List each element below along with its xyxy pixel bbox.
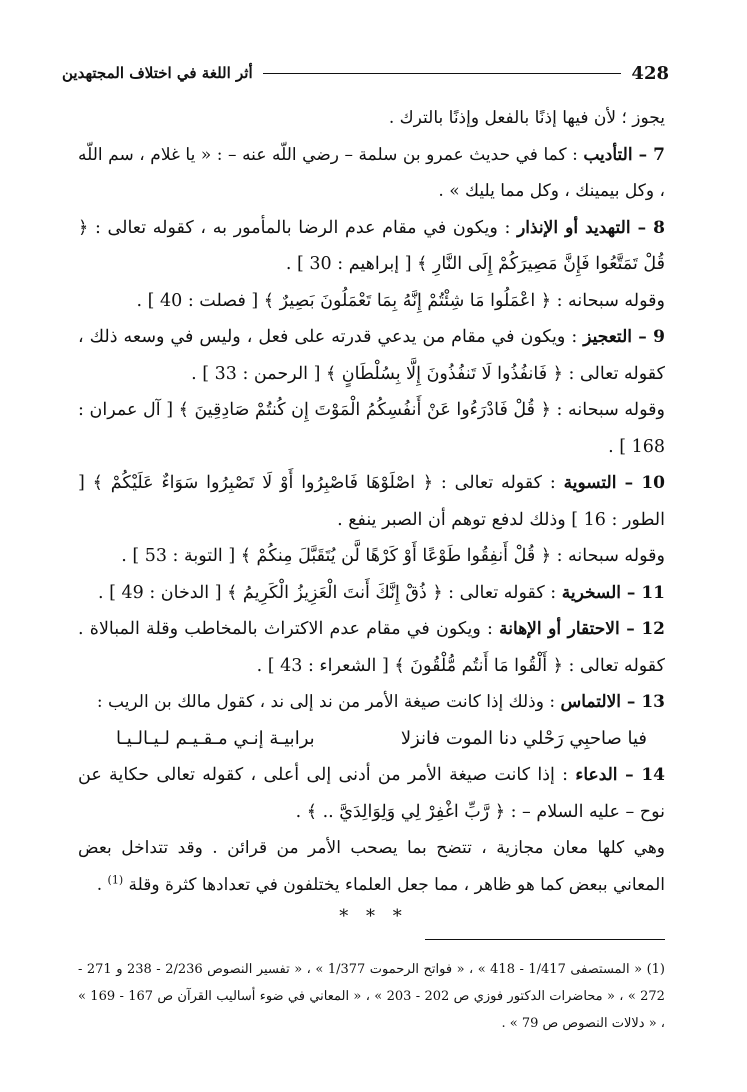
running-title: أثر اللغة في اختلاف المجتهدين bbox=[62, 64, 253, 82]
item-heading: 8 – التهديد أو الإنذار bbox=[517, 217, 665, 238]
paragraph-text: وهي كلها معان مجازية ، تتضح بما يصحب الأمر من قرائن . وقد تتداخل بعض المعاني ببعض كما هو ظاهر ، مما جعل العلماء يختلفون في تعدادها كثرة وقلة bbox=[78, 838, 665, 895]
paragraph-text: : ويكون في مقام عدم الرضا بالمأمور به ، كقوله تعالى : ﴿ قُلْ تَمَتَّعُوا فَإِنَّ مَصِيرَكُمْ إِلَى النَّارِ ﴾ [ إبراهيم : 30 ] . bbox=[78, 217, 665, 274]
footnote-rule bbox=[425, 939, 665, 940]
poem-second-hemistich: برابيـة إنـي مـقـيـم لـيـالـيـا bbox=[116, 727, 315, 749]
paragraph bbox=[78, 684, 665, 721]
paragraph-text: : إذا كانت صيغة الأمر من أدنى إلى أعلى ، كقوله تعالى حكاية عن نوح – عليه السلام – : ﴿ رَّبِّ اغْفِرْ لِي وَلِوَالِدَيَّ .. ﴾ . bbox=[78, 765, 665, 822]
paragraph bbox=[78, 392, 665, 465]
paragraph bbox=[78, 465, 665, 538]
section-separator: * * * bbox=[339, 906, 408, 927]
page-body bbox=[78, 100, 665, 903]
paragraph-text: وقوله سبحانه : ﴿ اعْمَلُوا مَا شِئْتُمْ إِنَّهُ بِمَا تَعْمَلُونَ بَصِيرٌ ﴾ [ فصلت : 40 ] . bbox=[136, 290, 665, 311]
paragraph bbox=[78, 210, 665, 283]
paragraph bbox=[78, 611, 665, 684]
item-heading: 7 – التأديب bbox=[583, 144, 665, 165]
paragraph bbox=[78, 757, 665, 830]
poem-verse bbox=[78, 721, 665, 758]
item-heading: 14 – الدعاء bbox=[575, 765, 665, 785]
item-heading: 11 – السخرية bbox=[561, 582, 665, 603]
paragraph bbox=[78, 100, 665, 137]
paragraph bbox=[78, 575, 665, 612]
paragraph-text: : كما في حديث عمرو بن سلمة – رضي اللّه عنه – : « يا غلام ، سم اللّه ، وكل بيمينك ، وكل مما يليك » . bbox=[78, 144, 665, 201]
item-heading: 9 – التعجيز bbox=[583, 327, 665, 347]
footnote: (1) « المستصفى 1/417 - 418 » ، « فواتح الرحموت 1/377 » ، « تفسير النصوص 2/236 - 238 و 271 - 272 » ، « محاضرات الدكتور فوزي ص 202 - 203 » ، « المعاني في ضوء أساليب القرآن ص 167 - 169 » ، « دلالات النصوص ص 79 » . bbox=[78, 962, 665, 1031]
paragraph-text: : كقوله تعالى : ﴿ ذُقْ إِنَّكَ أَنتَ الْعَزِيزُ الْكَرِيمُ ﴾ [ الدخان : 49 ] . bbox=[97, 582, 562, 603]
paragraph bbox=[78, 283, 665, 320]
paragraph bbox=[78, 137, 665, 210]
page-number: 428 bbox=[631, 62, 669, 84]
poem-first-hemistich: فيا صاحبِي رَحْلي دنا الموت فانزلا bbox=[400, 727, 647, 749]
paragraph bbox=[78, 538, 665, 575]
footnote-marker[interactable]: (1) bbox=[107, 872, 124, 886]
page-header bbox=[62, 58, 669, 88]
paragraph-text: وقوله سبحانه : ﴿ قُلْ فَادْرَءُوا عَنْ أَنفُسِكُمُ الْمَوْتَ إِن كُنتُمْ صَادِقِينَ ﴾ [ آل عمران : 168 ] . bbox=[78, 400, 665, 457]
paragraph-text: وقوله سبحانه : ﴿ قُلْ أَنفِقُوا طَوْعًا أَوْ كَرْهًا لَّن يُتَقَبَّلَ مِنكُمْ ﴾ [ التوبة : 53 ] . bbox=[121, 546, 665, 566]
item-heading: 13 – الالتماس bbox=[560, 692, 665, 712]
paragraph-text: : وذلك إذا كانت صيغة الأمر من ند إلى ند ، كقول مالك بن الريب : bbox=[96, 692, 561, 712]
paragraph-text: : كقوله تعالى : ﴿ اصْلَوْهَا فَاصْبِرُوا أَوْ لَا تَصْبِرُوا سَوَاءٌ عَلَيْكُمْ ﴾ [ الطور : 16 ] وذلك لدفع توهم أن الصبر ينفع . bbox=[78, 473, 665, 530]
paragraph bbox=[78, 319, 665, 392]
header-rule bbox=[263, 73, 622, 74]
item-heading: 12 – الاحتقار أو الإهانة bbox=[499, 619, 665, 639]
paragraph-tail: . bbox=[96, 874, 108, 895]
paragraph-text: : ويكون في مقام من يدعي قدرته على فعل ، وليس في وسعه ذلك ، كقوله تعالى : ﴿ فَانفُذُوا لَا تَنفُذُونَ إِلَّا بِسُلْطَانٍ ﴾ [ الرحمن : 33 ] . bbox=[78, 327, 665, 384]
paragraph-text: يجوز ؛ لأن فيها إذنًا بالفعل وإذنًا بالترك . bbox=[388, 108, 665, 128]
item-heading: 10 – التسوية bbox=[563, 473, 665, 493]
paragraph bbox=[78, 830, 665, 903]
paragraph-text: : ويكون في مقام عدم الاكتراث بالمخاطب وقلة المبالاة . كقوله تعالى : ﴿ أَلْقُوا مَا أَنتُم مُّلْقُونَ ﴾ [ الشعراء : 43 ] . bbox=[78, 619, 665, 676]
